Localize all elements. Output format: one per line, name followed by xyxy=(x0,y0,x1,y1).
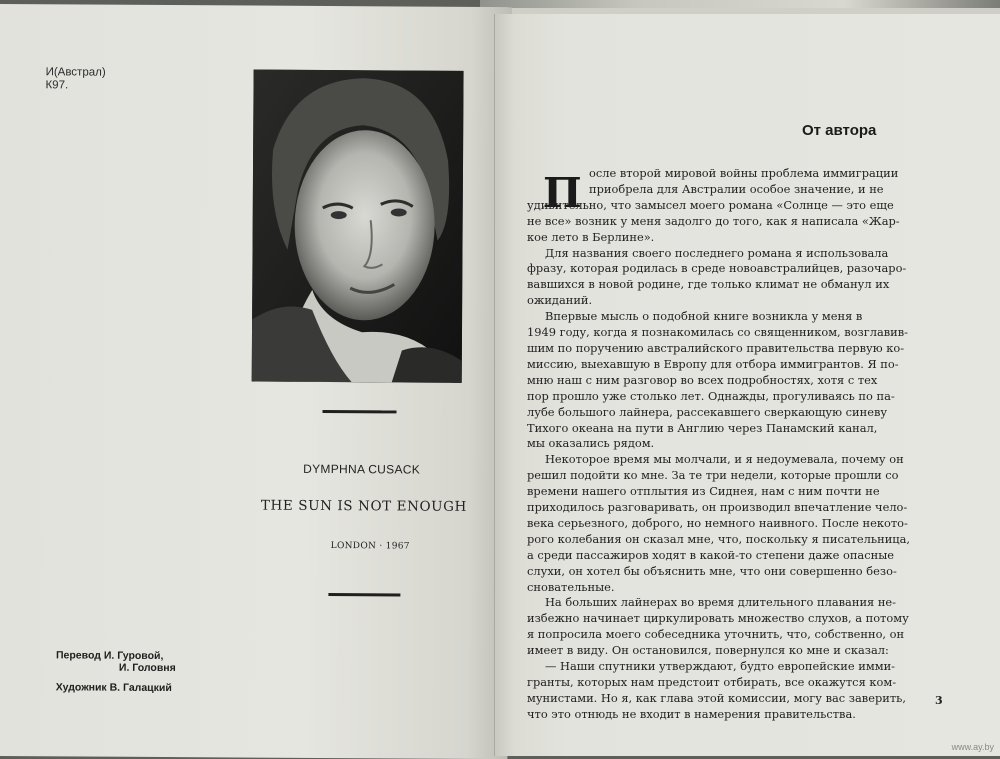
text-line: а среди пассажиров ходят в какой-то степени даже опасные xyxy=(527,547,895,562)
author-portrait xyxy=(252,70,464,383)
section-heading: От автора xyxy=(802,122,877,139)
text-line: не все» возник у меня задолго до того, как я написала «Жар- xyxy=(527,213,900,228)
text-line: сновательные. xyxy=(527,579,615,594)
text-line: фразу, которая родилась в среде новоавстралийцев, разочаро- xyxy=(527,261,907,276)
text-line: пор прошло уже столько лет. Однажды, прогуливаясь по па- xyxy=(527,388,895,403)
text-line: века серьезного, доброго, но немного наивного. После некото- xyxy=(527,515,908,530)
portrait-image xyxy=(252,70,464,383)
text-line: слухи, он хотел бы объяснить мне, что они совершенно безо- xyxy=(527,563,897,578)
text-line: вавшихся в новой родине, где только климат не обманул их xyxy=(527,277,890,292)
text-line: Некоторое время мы молчали, и я недоумевала, почему он xyxy=(545,452,904,467)
right-page xyxy=(494,14,1000,756)
divider-rule xyxy=(328,593,400,596)
text-line: кое лето в Берлине». xyxy=(527,229,655,244)
text-line: удивительно, что замысел моего романа «Солнце — это еще xyxy=(527,197,894,212)
text-line: рого колебания он сказал мне, что, поскольку я писательница, xyxy=(527,531,911,546)
paragraph xyxy=(527,595,981,659)
body-text xyxy=(527,166,981,723)
divider-rule xyxy=(323,410,397,413)
artist-credit: Художник В. Галацкий xyxy=(55,681,172,695)
text-line: избежно начинает циркулировать множество слухов, а потому xyxy=(527,611,909,626)
text-line: что это отнюдь не входит в намерения правительства. xyxy=(527,706,856,721)
text-line: мы оказались рядом. xyxy=(527,436,655,451)
text-line: Для названия своего последнего романа я использовала xyxy=(545,245,889,260)
text-line: — Наши спутники утверждают, будто европейские имми- xyxy=(545,659,896,674)
text-line: приобрела для Австралии особое значение, и не xyxy=(589,181,884,196)
credits xyxy=(56,649,176,694)
paragraph xyxy=(527,452,981,595)
text-line: мню наш с ним разговор во всех подробностях, хотя с тех xyxy=(527,372,878,387)
text-line: Впервые мысль о подобной книге возникла у меня в xyxy=(545,309,863,324)
library-classification xyxy=(45,66,105,92)
text-line: Тихого океана на пути в Англию через Панамский канал, xyxy=(527,420,878,435)
translator-line: Перевод И. Гуровой, xyxy=(55,649,164,663)
drop-cap: П xyxy=(543,169,582,217)
text-line: ожиданий. xyxy=(527,293,593,308)
text-line: шим по поручению австралийского правительства первую ко- xyxy=(527,340,905,355)
text-line: решил подойти ко мне. За те три недели, которые прошли со xyxy=(527,468,899,483)
watermark: www.ay.by xyxy=(951,742,994,752)
original-title: THE SUN IS NOT ENOUGH xyxy=(260,497,467,515)
left-page xyxy=(0,4,512,759)
text-line: приходилось разговаривать, он производил впечатление чело- xyxy=(527,500,908,515)
text-line: осле второй мировой войны проблема иммиграции xyxy=(589,166,899,180)
paragraph xyxy=(527,309,981,452)
text-line: На больших лайнерах во время длительного плавания не- xyxy=(545,595,897,610)
classification-line: И(Австрал) xyxy=(45,66,106,79)
text-line: времени нашего отплытия из Сиднея, нам с ним почти не xyxy=(527,484,880,499)
classification-line: К97. xyxy=(45,79,69,92)
text-line: имеет в виду. Он остановился, повернулся ко мне и сказал: xyxy=(527,643,889,658)
text-line: миссию, выехавшую в Европу для отбора иммигрантов. Я по- xyxy=(527,356,899,371)
translator-line: И. Головня xyxy=(118,661,176,675)
text-line: гранты, которых нам предстоит отбирать, все окажутся ком- xyxy=(527,675,897,689)
text-line: мунистами. Но я, как глава этой комиссии, могу вас заверить, xyxy=(527,690,906,705)
text-line: я попросила моего собеседника уточнить, что, собственно, он xyxy=(527,627,905,642)
imprint: LONDON · 1967 xyxy=(330,541,410,552)
author-name: DYMPHNA CUSACK xyxy=(303,461,421,477)
paragraph xyxy=(527,659,981,723)
paragraph xyxy=(527,246,981,310)
paragraph xyxy=(527,166,981,246)
text-line: 1949 году, когда я познакомилась со священником, возглавив- xyxy=(527,325,909,340)
page-number: 3 xyxy=(935,694,943,707)
text-line: лубе большого лайнера, рассекавшего сверкающую синеву xyxy=(527,404,888,419)
